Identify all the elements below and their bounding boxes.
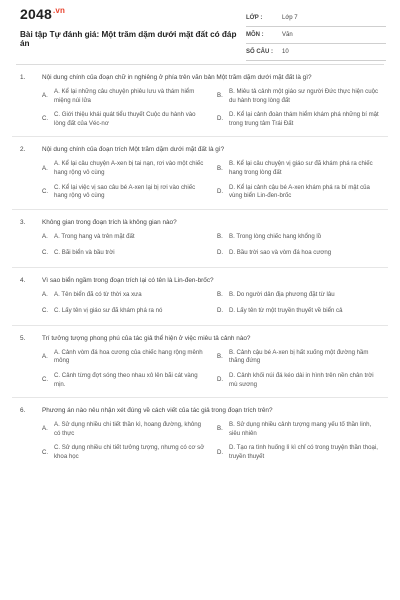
option-letter: B.: [217, 353, 223, 361]
option-text: D. Kể lại cảnh cậu bé A-xen khám phá ra bí mật của vùng biển Lin-đen-brốc: [229, 183, 370, 200]
option-letter: C.: [42, 187, 49, 195]
question-text: [12, 276, 388, 285]
option-text: C. Giới thiệu khái quát tiểu thuyết Cuộc du hành vào lòng đất của Véc-nơ: [54, 111, 196, 127]
option-b[interactable]: [217, 88, 382, 105]
option-letter: D.: [217, 307, 224, 315]
option-text: A. Kể lại những câu chuyện phiêu lưu và thám hiểm miệng núi lửa: [54, 88, 195, 104]
meta-value: Văn: [282, 32, 293, 38]
option-a[interactable]: [42, 291, 207, 301]
option-a[interactable]: [42, 160, 207, 177]
option-text: B. Trong lòng chiếc hang khổng lồ: [229, 233, 322, 241]
option-d[interactable]: [217, 184, 382, 201]
logo-main: 2048: [20, 6, 52, 22]
option-letter: C.: [42, 448, 49, 456]
option-letter: B.: [217, 291, 223, 299]
option-a[interactable]: [42, 88, 207, 105]
option-text: D. Kể lại cảnh đoàn thám hiểm khám phá những bí mật trong trung tâm Trái Đất: [229, 111, 379, 127]
option-c[interactable]: [42, 184, 207, 201]
options: [12, 421, 388, 461]
option-text: C. Cảnh từng đợt sóng theo nhau xô lên bãi cát vàng mịn.: [54, 371, 198, 388]
option-text: D. Bầu trời sao và vòm đá hoa cương: [229, 249, 332, 257]
option-b[interactable]: [217, 421, 382, 438]
question-divider: [12, 267, 388, 268]
option-letter: D.: [217, 249, 224, 257]
question-6: [12, 406, 388, 461]
option-c[interactable]: [42, 111, 207, 128]
meta-label: MÔN :: [246, 32, 264, 38]
option-text: B. Sử dụng nhiều cảnh tượng mang yếu tố thần linh, siêu nhiên: [229, 421, 372, 437]
question-body: Nội dung chính của đoạn trích Một trăm dặm dưới mặt đất là gì?: [42, 146, 225, 154]
question-text: [12, 73, 388, 82]
option-letter: B.: [217, 92, 223, 100]
meta-row-class: [246, 10, 386, 27]
question-divider: [12, 209, 388, 210]
option-letter: B.: [217, 164, 223, 172]
option-b[interactable]: [217, 160, 382, 177]
option-text: A. Sử dụng nhiều chi tiết thần kì, hoang đường, không có thực: [54, 421, 201, 437]
option-text: C. Sử dụng nhiều chi tiết tưởng tượng, nhưng có cơ sở khoa học: [54, 444, 205, 460]
question-number: 5.: [20, 334, 26, 342]
options: [12, 349, 388, 389]
options: [12, 233, 388, 259]
option-text: D. Lấy tên từ một truyền thuyết về biển cả: [229, 307, 343, 315]
option-letter: A.: [42, 92, 48, 100]
option-c[interactable]: [42, 372, 207, 389]
question-body: Phương án nào nêu nhận xét đúng về cách viết của tác giả trong đoạn trích trên?: [42, 407, 273, 415]
option-text: C. Bãi biển và bầu trời: [54, 249, 115, 257]
option-letter: C.: [42, 307, 49, 315]
option-letter: D.: [217, 115, 224, 123]
option-c[interactable]: [42, 307, 207, 317]
logo-sub: .vn: [52, 6, 66, 16]
meta-value: Lớp 7: [282, 15, 298, 21]
meta-label: SỐ CÂU :: [246, 49, 273, 55]
meta-row-subject: [246, 27, 386, 44]
option-b[interactable]: [217, 291, 382, 301]
question-number: 2.: [20, 146, 26, 154]
option-d[interactable]: [217, 307, 382, 317]
question-1: [12, 73, 388, 128]
question-number: 4.: [20, 276, 26, 284]
question-5: [12, 334, 388, 389]
question-2: [12, 145, 388, 200]
option-letter: A.: [42, 233, 48, 241]
option-text: A. Tên biển đã có từ thời xa xưa: [54, 291, 142, 299]
option-text: A. Trong hang và trên mặt đất: [54, 233, 135, 241]
option-c[interactable]: [42, 444, 207, 461]
meta-row-count: [246, 44, 386, 61]
question-text: [12, 334, 388, 343]
question-number: 3.: [20, 218, 26, 226]
document-title: Bài tập Tự đánh giá: Một trăm dặm dưới mặt đất có đáp án: [20, 30, 237, 48]
option-d[interactable]: [217, 111, 382, 128]
option-text: A. Cảnh vòm đá hoa cương của chiếc hang rộng mênh mông: [54, 348, 203, 365]
question-divider: [12, 325, 388, 326]
question-text: [12, 406, 388, 415]
option-a[interactable]: [42, 349, 207, 366]
question-text: [12, 145, 388, 154]
option-letter: C.: [42, 249, 49, 257]
option-c[interactable]: [42, 249, 207, 259]
meta-value: 10: [282, 49, 289, 55]
meta-label: LỚP :: [246, 15, 263, 21]
option-text: C. Lấy tên vị giáo sư đã khám phá ra nó: [54, 307, 163, 315]
question-4: [12, 276, 388, 317]
option-text: B. Do người dân địa phương đặt từ lâu: [229, 291, 335, 299]
option-letter: A.: [42, 291, 48, 299]
option-letter: B.: [217, 233, 223, 241]
option-letter: D.: [217, 187, 224, 195]
option-text: B. Kể lại câu chuyện vị giáo sư đã khám phá ra chiếc hang trong lòng đất: [229, 160, 373, 176]
option-d[interactable]: [217, 444, 382, 461]
question-divider: [12, 397, 388, 398]
options: [12, 88, 388, 128]
option-text: C. Kể lại việc vị sao câu bé A-xen lại bị rơi vào chiếc hang rộng vô cùng: [54, 183, 196, 200]
question-body: Không gian trong đoạn trích là không gian nào?: [42, 218, 177, 226]
option-letter: A.: [42, 425, 48, 433]
option-letter: A.: [42, 164, 48, 172]
option-text: A. Kể lại câu chuyện A-xen bị tai nạn, rơi vào một chiếc hang rộng vô cùng: [54, 160, 204, 176]
question-3: [12, 218, 388, 259]
options: [12, 160, 388, 200]
question-body: Vì sao biển ngầm trong đoạn trích lại có tên là Lin-đen-brốc?: [42, 276, 214, 284]
option-b[interactable]: [217, 349, 382, 366]
option-letter: A.: [42, 353, 48, 361]
option-text: B. Cảnh cậu bé A-xen bị hất xuống một đường hầm thăng đứng: [229, 348, 369, 365]
options: [12, 291, 388, 317]
header: [12, 0, 388, 64]
question-body: Trí tưởng tượng phong phú của tác giả thể hiện ở việc miêu tả cảnh nào?: [42, 334, 251, 342]
question-body: Nội dung chính của đoạn chữ in nghiêng ở phía trên văn bản Một trăm dặm dưới mặt đất là gì?: [42, 74, 312, 81]
meta-table: [246, 10, 386, 61]
option-text: D. Cảnh khối núi đá kéo dài in hình trên nền chân trời mù sương: [229, 371, 374, 388]
question-divider: [12, 136, 388, 137]
option-a[interactable]: [42, 233, 207, 243]
question-text: [12, 218, 388, 227]
option-text: B. Miêu tả cảnh một giáo sư người Đức thực hiện cuộc du hành trong lòng đất: [229, 88, 379, 104]
option-text: D. Tạo ra tình huống lì kì chỉ có trong truyện thần thoại, truyền thuyết: [229, 444, 378, 460]
question-number: 1.: [20, 74, 26, 81]
option-b[interactable]: [217, 233, 382, 243]
option-letter: D.: [217, 448, 224, 456]
option-letter: C.: [42, 376, 49, 384]
option-a[interactable]: [42, 421, 207, 438]
site-logo[interactable]: [20, 6, 65, 22]
option-letter: D.: [217, 376, 224, 384]
option-letter: C.: [42, 115, 49, 123]
option-letter: B.: [217, 425, 223, 433]
question-number: 6.: [20, 407, 26, 415]
question-list: [12, 65, 388, 462]
option-d[interactable]: [217, 372, 382, 389]
option-d[interactable]: [217, 249, 382, 259]
